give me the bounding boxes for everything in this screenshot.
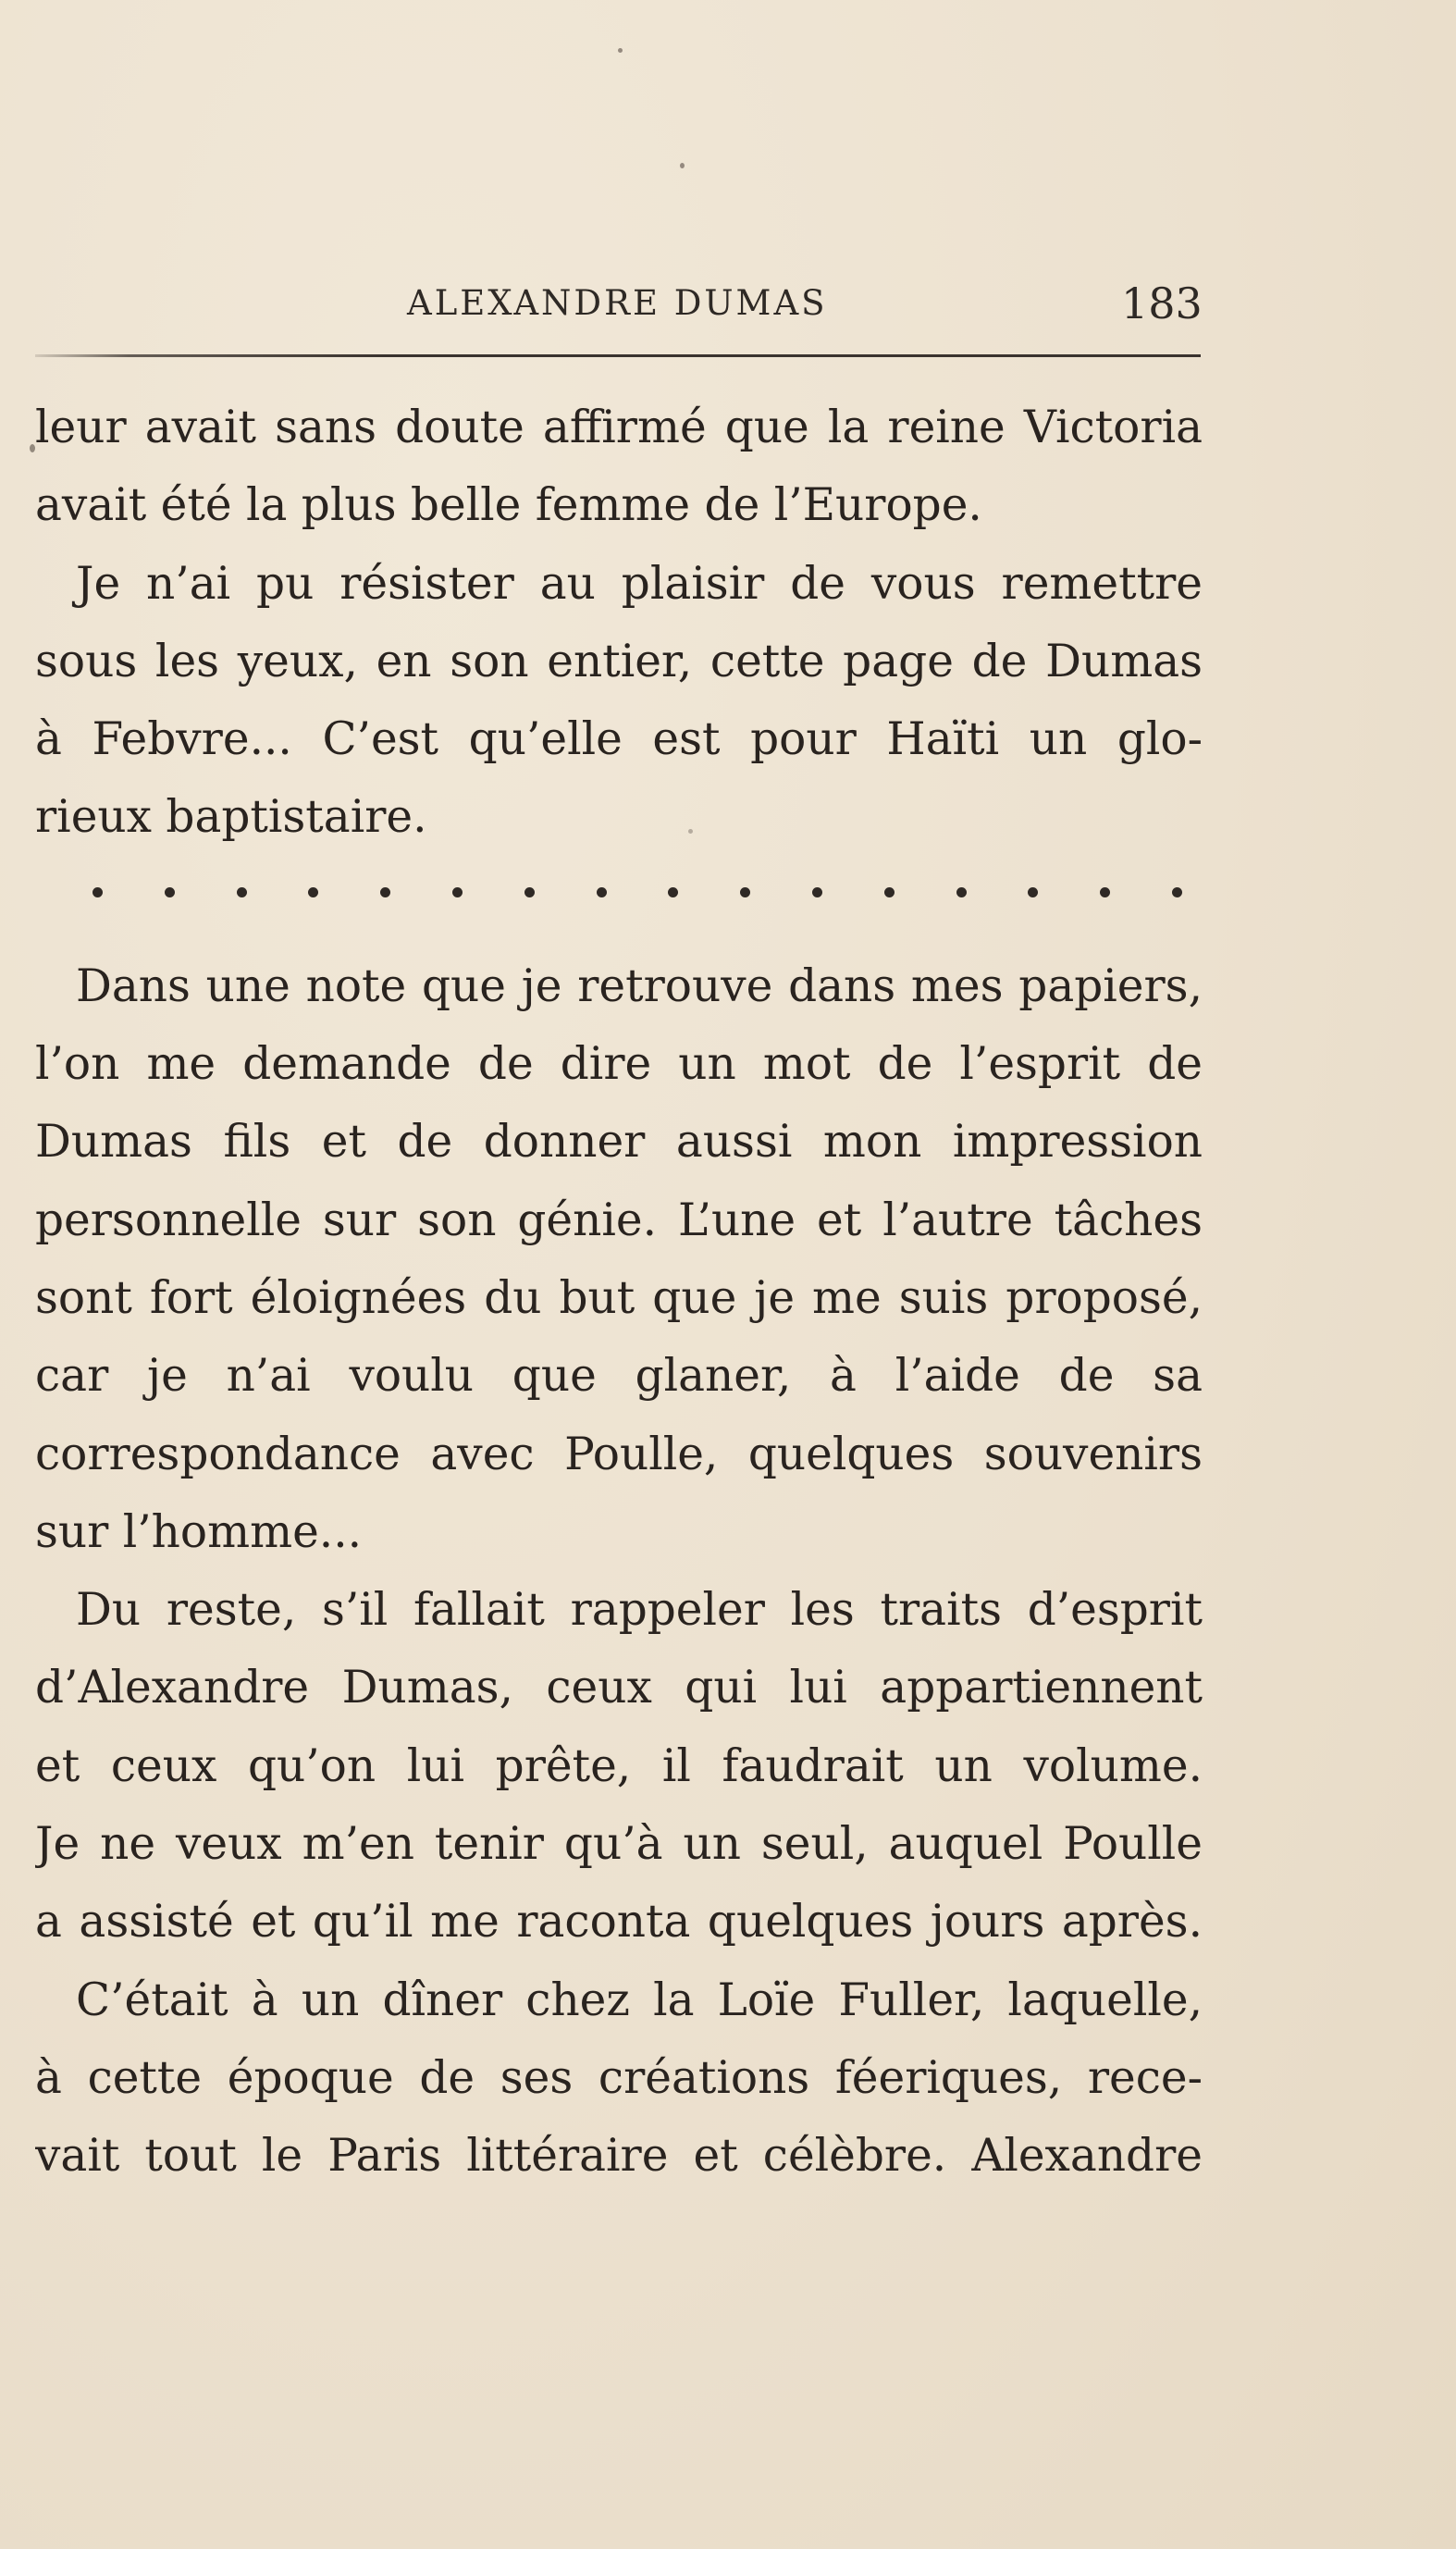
separator-dot (308, 887, 318, 897)
text-line: a assisté et qu’il me raconta quelques jours après. (35, 1896, 1203, 1949)
separator-dot (524, 887, 535, 897)
text-line: d’Alexandre Dumas, ceux qui lui appartiennent (35, 1662, 1203, 1714)
text-line: Dumas fils et de donner aussi mon impression (35, 1116, 1203, 1169)
separator-dot (956, 887, 967, 897)
running-title: ALEXANDRE DUMAS (407, 283, 828, 323)
text-line: à Febvre... C’est qu’elle est pour Haïti un glo- (35, 713, 1203, 766)
body-text (35, 389, 1203, 2196)
separator-dot (380, 887, 390, 897)
separator-dot (165, 887, 175, 897)
separator-dot (668, 887, 678, 897)
text-line: correspondance avec Poulle, quelques souvenirs (35, 1428, 1203, 1480)
text-line: Je ne veux m’en tenir qu’à un seul, auquel Poulle (35, 1818, 1203, 1871)
text-line: Je n’ai pu résister au plaisir de vous remettre (76, 557, 1203, 610)
paragraph (35, 947, 1203, 1571)
text-line: avait été la plus belle femme de l’Europe. (35, 479, 982, 532)
separator-dot (93, 887, 103, 897)
text-line: leur avait sans doute affirmé que la reine Victoria (35, 402, 1203, 453)
paper-speck (688, 829, 693, 834)
text-line: à cette époque de ses créations féeriques, rece- (35, 2051, 1203, 2104)
text-line: car je n’ai voulu que glaner, à l’aide de sa (35, 1350, 1203, 1403)
section-separator-dots (35, 857, 1203, 929)
separator-dot (1100, 887, 1110, 897)
text-line: C’était à un dîner chez la Loïe Fuller, laquelle, (76, 1974, 1203, 2026)
text-line: Dans une note que je retrouve dans mes papiers, (76, 959, 1203, 1012)
page-number: 183 (1121, 278, 1203, 328)
text-line: sur l’homme... (35, 1505, 363, 1558)
separator-dot (1172, 887, 1182, 897)
paragraph-gap (35, 929, 1203, 947)
paragraph (35, 1961, 1203, 2196)
text-line: sous les yeux, en son entier, cette page de Dumas (35, 635, 1203, 687)
text-line: Du reste, s’il fallait rappeler les traits d’esprit (76, 1584, 1203, 1637)
header-rule (35, 354, 1201, 357)
paper-speck (680, 163, 685, 168)
text-line: l’on me demande de dire un mot de l’esprit de (35, 1038, 1203, 1091)
separator-dot (740, 887, 750, 897)
running-head (0, 276, 1456, 331)
text-line: rieux baptistaire. (35, 791, 427, 844)
text-line: personnelle sur son génie. L’une et l’autre tâches (35, 1194, 1203, 1246)
paragraph (35, 545, 1203, 857)
separator-dot (597, 887, 607, 897)
separator-dot (884, 887, 895, 897)
paper-speck (618, 48, 623, 53)
paper-speck (30, 444, 35, 452)
separator-dot (237, 887, 247, 897)
separator-dot (812, 887, 822, 897)
separator-dot (452, 887, 463, 897)
text-line: sont fort éloignées du but que je me suis proposé, (35, 1271, 1203, 1324)
paragraph-continuation (35, 389, 1203, 545)
text-line: vait tout le Paris littéraire et célèbre. Alexandre (35, 2130, 1203, 2183)
paragraph (35, 1571, 1203, 1961)
text-line: et ceux qu’on lui prête, il faudrait un volume. (35, 1739, 1203, 1792)
separator-dot (1028, 887, 1038, 897)
